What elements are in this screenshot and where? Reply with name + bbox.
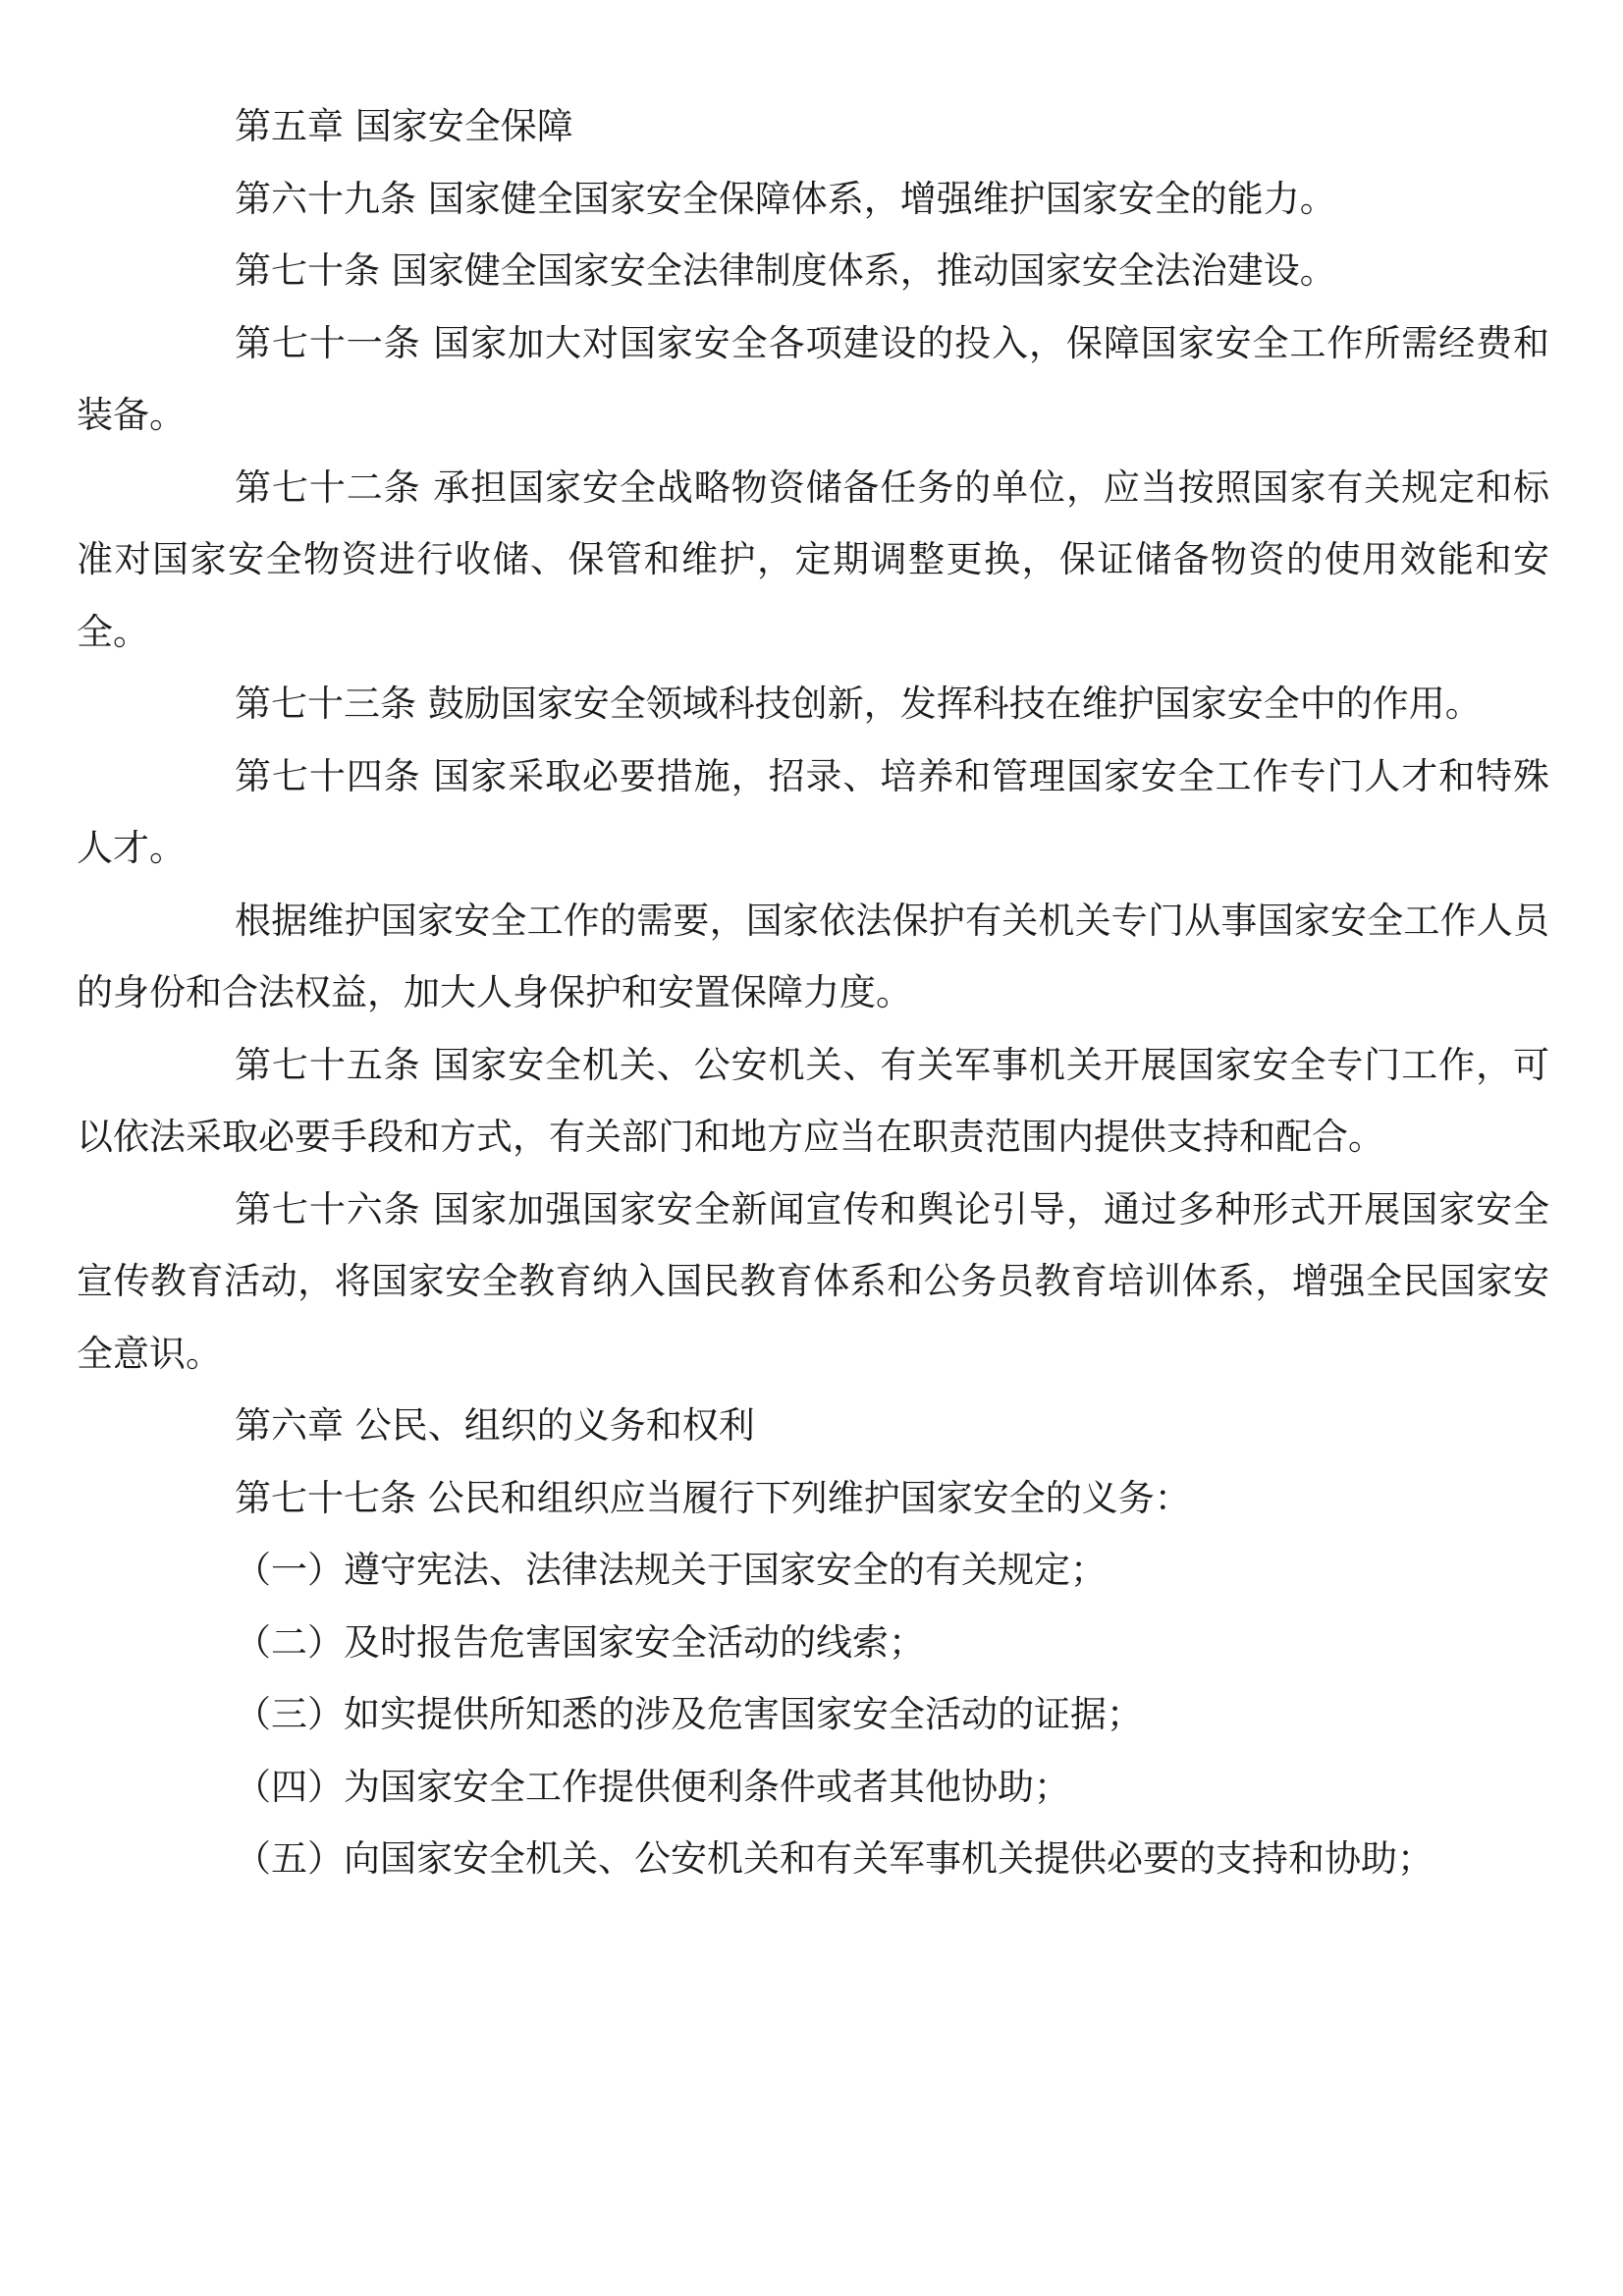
list-item: （二）及时报告危害国家安全活动的线索；	[235, 1620, 925, 1664]
document-page	[77, 90, 1549, 1895]
article-74: 第七十四条 国家采取必要措施，招录、培养和管理国家安全工作专门人才和特殊人才。	[77, 754, 1549, 869]
chapter-heading-6: 第六章 公民、组织的义务和权利	[235, 1404, 755, 1447]
article-76: 第七十六条 国家加强国家安全新闻宣传和舆论引导，通过多种形式开展国家安全宣传教育活动，将国家安全教育纳入国民教育体系和公务员教育培训体系，增强全民国家安全意识。	[77, 1187, 1549, 1375]
article-74-paragraph-2: 根据维护国家安全工作的需要，国家依法保护有关机关专门从事国家安全工作人员的身份和合法权益，加大人身保护和安置保障力度。	[77, 899, 1549, 1013]
list-item: （三）如实提供所知悉的涉及危害国家安全活动的证据；	[235, 1693, 1143, 1735]
article-77: 第七十七条 公民和组织应当履行下列维护国家安全的义务：	[235, 1476, 1191, 1519]
chapter-heading-5: 第五章 国家安全保障	[235, 105, 573, 147]
article-69: 第六十九条 国家健全国家安全保障体系，增强维护国家安全的能力。	[235, 177, 1336, 220]
article-70: 第七十条 国家健全国家安全法律制度体系，推动国家安全法治建设。	[235, 249, 1336, 292]
article-72: 第七十二条 承担国家安全战略物资储备任务的单位，应当按照国家有关规定和标准对国家安全物资进行收储、保管和维护，定期调整更换，保证储备物资的使用效能和安全。	[77, 465, 1549, 653]
list-item: （一）遵守宪法、法律法规关于国家安全的有关规定；	[235, 1549, 1107, 1591]
article-71: 第七十一条 国家加大对国家安全各项建设的投入，保障国家安全工作所需经费和装备。	[77, 321, 1549, 436]
article-73: 第七十三条 鼓励国家安全领域科技创新，发挥科技在维护国家安全中的作用。	[235, 683, 1482, 725]
article-75: 第七十五条 国家安全机关、公安机关、有关军事机关开展国家安全专门工作，可以依法采取必要手段和方式，有关部门和地方应当在职责范围内提供支持和配合。	[77, 1043, 1549, 1158]
list-item: （五）向国家安全机关、公安机关和有关军事机关提供必要的支持和协助；	[235, 1837, 1434, 1880]
list-item: （四）为国家安全工作提供便利条件或者其他协助；	[235, 1765, 1070, 1808]
